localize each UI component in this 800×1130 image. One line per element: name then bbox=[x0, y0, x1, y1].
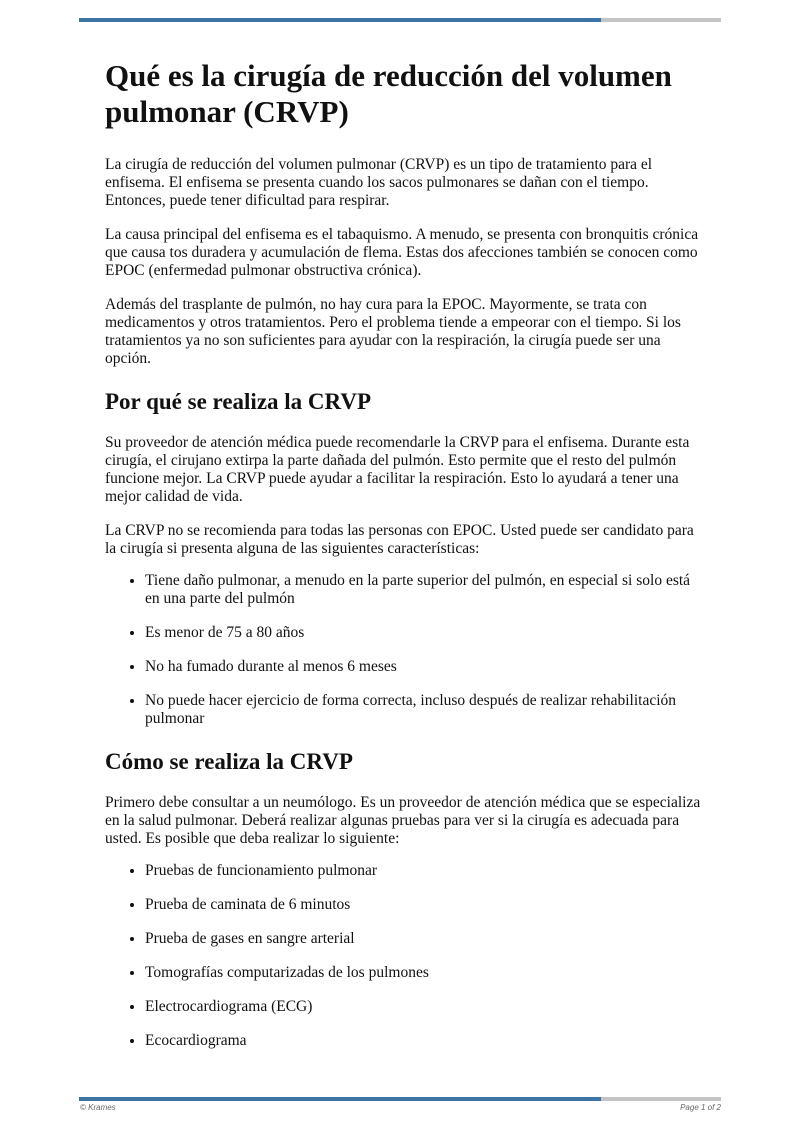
tests-list bbox=[105, 862, 705, 1050]
list-item: • Electrocardiograma (ECG) bbox=[145, 998, 705, 1016]
section-heading-why: Por qué se realiza la CRVP bbox=[105, 389, 371, 414]
how-paragraph-1: Primero debe consultar a un neumólogo. Es un proveedor de atención médica que se especializa en la salud pulmonar. Deberá realizar algunas pruebas para ver si la cirugía es adecuada para usted. Es posible que deba realizar lo siguiente: bbox=[105, 794, 701, 847]
list-item: • Tiene daño pulmonar, a menudo en la parte superior del pulmón, en especial si solo está en una parte del pulmón bbox=[145, 572, 705, 608]
footer-rule-gray bbox=[601, 1097, 721, 1101]
header-rule-gray bbox=[601, 18, 721, 22]
list-item: • Es menor de 75 a 80 años bbox=[145, 624, 705, 642]
page-title: Qué es la cirugía de reducción del volumen pulmonar (CRVP) bbox=[105, 58, 672, 129]
intro-paragraph-2: La causa principal del enfisema es el tabaquismo. A menudo, se presenta con bronquitis crónica que causa tos duradera y acumulación de flema. Estas dos afecciones también se conocen como EPOC (enfermedad pulmonar obstructiva crónica). bbox=[105, 226, 699, 279]
footer-page-number: Page 1 of 2 bbox=[680, 1103, 721, 1112]
list-item: • No ha fumado durante al menos 6 meses bbox=[145, 658, 705, 676]
list-item: • Pruebas de funcionamiento pulmonar bbox=[145, 862, 705, 880]
why-paragraph-1: Su proveedor de atención médica puede recomendarle la CRVP para el enfisema. Durante esta cirugía, el cirujano extirpa la parte dañada del pulmón. Esto permite que el resto del pulmón funcione mejor. La CRVP puede ayudar a facilitar la respiración. Esto lo ayudará a tener una mejor calidad de vida. bbox=[105, 434, 690, 505]
section-heading-how: Cómo se realiza la CRVP bbox=[105, 749, 353, 774]
footer-copyright: © Krames bbox=[80, 1103, 116, 1112]
why-paragraph-2: La CRVP no se recomienda para todas las personas con EPOC. Usted puede ser candidato para la cirugía si presenta alguna de las siguientes características: bbox=[105, 522, 694, 557]
document-body bbox=[105, 58, 705, 1070]
intro-paragraph-3: Además del trasplante de pulmón, no hay cura para la EPOC. Mayormente, se trata con medicamentos y otros tratamientos. Pero el problema tiende a empeorar con el tiempo. Si los tratamientos ya no son suficientes para ayudar con la respiración, la cirugía puede ser una opción. bbox=[105, 296, 681, 367]
list-item: • Prueba de caminata de 6 minutos bbox=[145, 896, 705, 914]
header-rule-accent bbox=[79, 18, 601, 22]
candidate-criteria-list bbox=[105, 572, 705, 728]
list-item: • Prueba de gases en sangre arterial bbox=[145, 930, 705, 948]
footer-rule-accent bbox=[79, 1097, 601, 1101]
list-item: • No puede hacer ejercicio de forma correcta, incluso después de realizar rehabilitación pulmonar bbox=[145, 692, 705, 728]
footer-rule bbox=[79, 1097, 721, 1101]
list-item: • Ecocardiograma bbox=[145, 1032, 705, 1050]
list-item: • Tomografías computarizadas de los pulmones bbox=[145, 964, 705, 982]
header-rule bbox=[79, 18, 721, 22]
intro-paragraph-1: La cirugía de reducción del volumen pulmonar (CRVP) es un tipo de tratamiento para el enfisema. El enfisema se presenta cuando los sacos pulmonares se dañan con el tiempo. Entonces, puede tener dificultad para respirar. bbox=[105, 156, 653, 209]
